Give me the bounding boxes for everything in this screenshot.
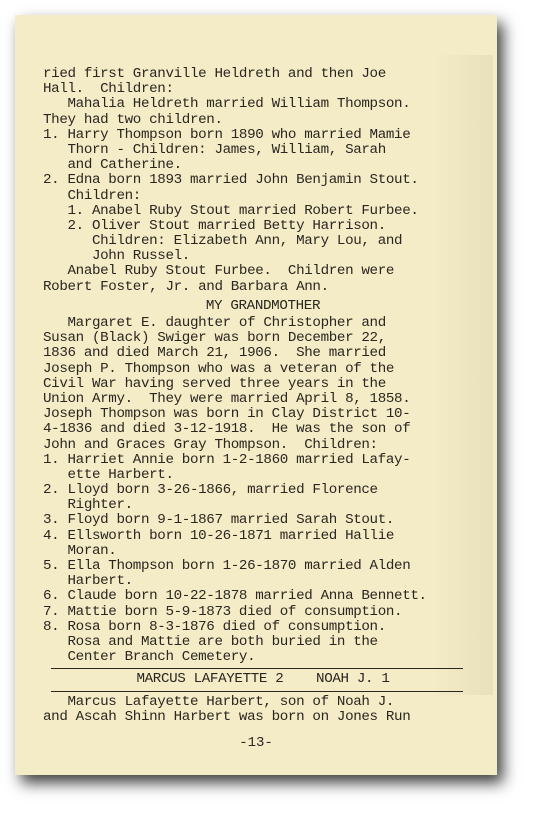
text-line: 1836 and died March 21, 1906. She married xyxy=(43,345,386,362)
page-number: -13- xyxy=(239,735,273,751)
text-line: 8. Rosa born 8-3-1876 died of consumption. xyxy=(43,618,386,635)
text-line: ette Harbert. xyxy=(43,466,174,483)
text-line: and Ascah Shinn Harbert was born on Jones Run xyxy=(43,708,411,725)
text-line: 2. Oliver Stout married Betty Harrison. xyxy=(43,217,386,234)
paragraph-block-1 xyxy=(43,67,483,295)
text-line: 3. Floyd born 9-1-1867 married Sarah Stout. xyxy=(43,512,395,529)
text-line: Children: xyxy=(43,187,141,204)
text-line: 4. Ellsworth born 10-26-1871 married Hallie xyxy=(43,527,395,544)
document-page xyxy=(15,15,497,775)
text-line: Moran. xyxy=(43,542,117,559)
text-line: Anabel Ruby Stout Furbee. Children were xyxy=(43,263,395,280)
text-line: Rosa and Mattie are both buried in the xyxy=(43,633,378,650)
text-line: Susan (Black) Swiger was born December 22, xyxy=(43,330,386,347)
text-line: 1. Harriet Annie born 1-2-1860 married Lafay- xyxy=(43,451,411,468)
text-line: Civil War having served three years in the xyxy=(43,375,386,392)
section-title: MY GRANDMOTHER xyxy=(205,297,321,314)
text-line: 2. Lloyd born 3-26-1866, married Florence xyxy=(43,482,378,499)
text-line: Robert Foster, Jr. and Barbara Ann. xyxy=(43,278,329,295)
text-line: Marcus Lafayette Harbert, son of Noah J. xyxy=(43,693,395,710)
text-line: Joseph P. Thompson who was a veteran of the xyxy=(43,360,395,377)
text-line: 2. Edna born 1893 married John Benjamin Stout. xyxy=(43,172,419,189)
text-line: and Catherine. xyxy=(43,157,182,174)
heading-rule-bottom xyxy=(51,691,463,692)
text-line: 1. Anabel Ruby Stout married Robert Furbee. xyxy=(43,202,419,219)
text-line: Mahalia Heldreth married William Thompson. xyxy=(43,96,411,113)
text-line: Harbert. xyxy=(43,573,133,590)
text-line: Children: Elizabeth Ann, Mary Lou, and xyxy=(43,233,403,250)
text-line: 4-1836 and died 3-12-1918. He was the son of xyxy=(43,421,411,438)
heading-rule-top xyxy=(51,668,463,669)
text-line: 1. Harry Thompson born 1890 who married Mamie xyxy=(43,126,411,143)
paragraph-block-3 xyxy=(43,695,483,725)
section-heading: MARCUS LAFAYETTE 2 NOAH J. 1 xyxy=(136,671,390,688)
text-line: Union Army. They were married April 8, 1858. xyxy=(43,390,411,407)
text-line: Joseph Thompson was born in Clay District 10- xyxy=(43,406,411,423)
page-text xyxy=(43,67,483,725)
paragraph-block-2 xyxy=(43,316,483,665)
text-line: John Russel. xyxy=(43,248,190,265)
text-line: They had two children. xyxy=(43,111,223,128)
text-line: 7. Mattie born 5-9-1873 died of consumption. xyxy=(43,603,403,620)
text-line: Hall. Children: xyxy=(43,81,174,98)
text-line: Righter. xyxy=(43,497,133,514)
text-line: John and Graces Gray Thompson. Children: xyxy=(43,436,378,453)
text-line: Center Branch Cemetery. xyxy=(43,649,256,666)
text-line: 5. Ella Thompson born 1-26-1870 married Alden xyxy=(43,558,411,574)
text-line: Margaret E. daughter of Christopher and xyxy=(43,315,386,331)
text-line: 6. Claude born 10-22-1878 married Anna Bennett. xyxy=(43,588,427,605)
text-line: Thorn - Children: James, William, Sarah xyxy=(43,141,386,158)
text-line: ried first Granville Heldreth and then Joe xyxy=(43,66,386,82)
